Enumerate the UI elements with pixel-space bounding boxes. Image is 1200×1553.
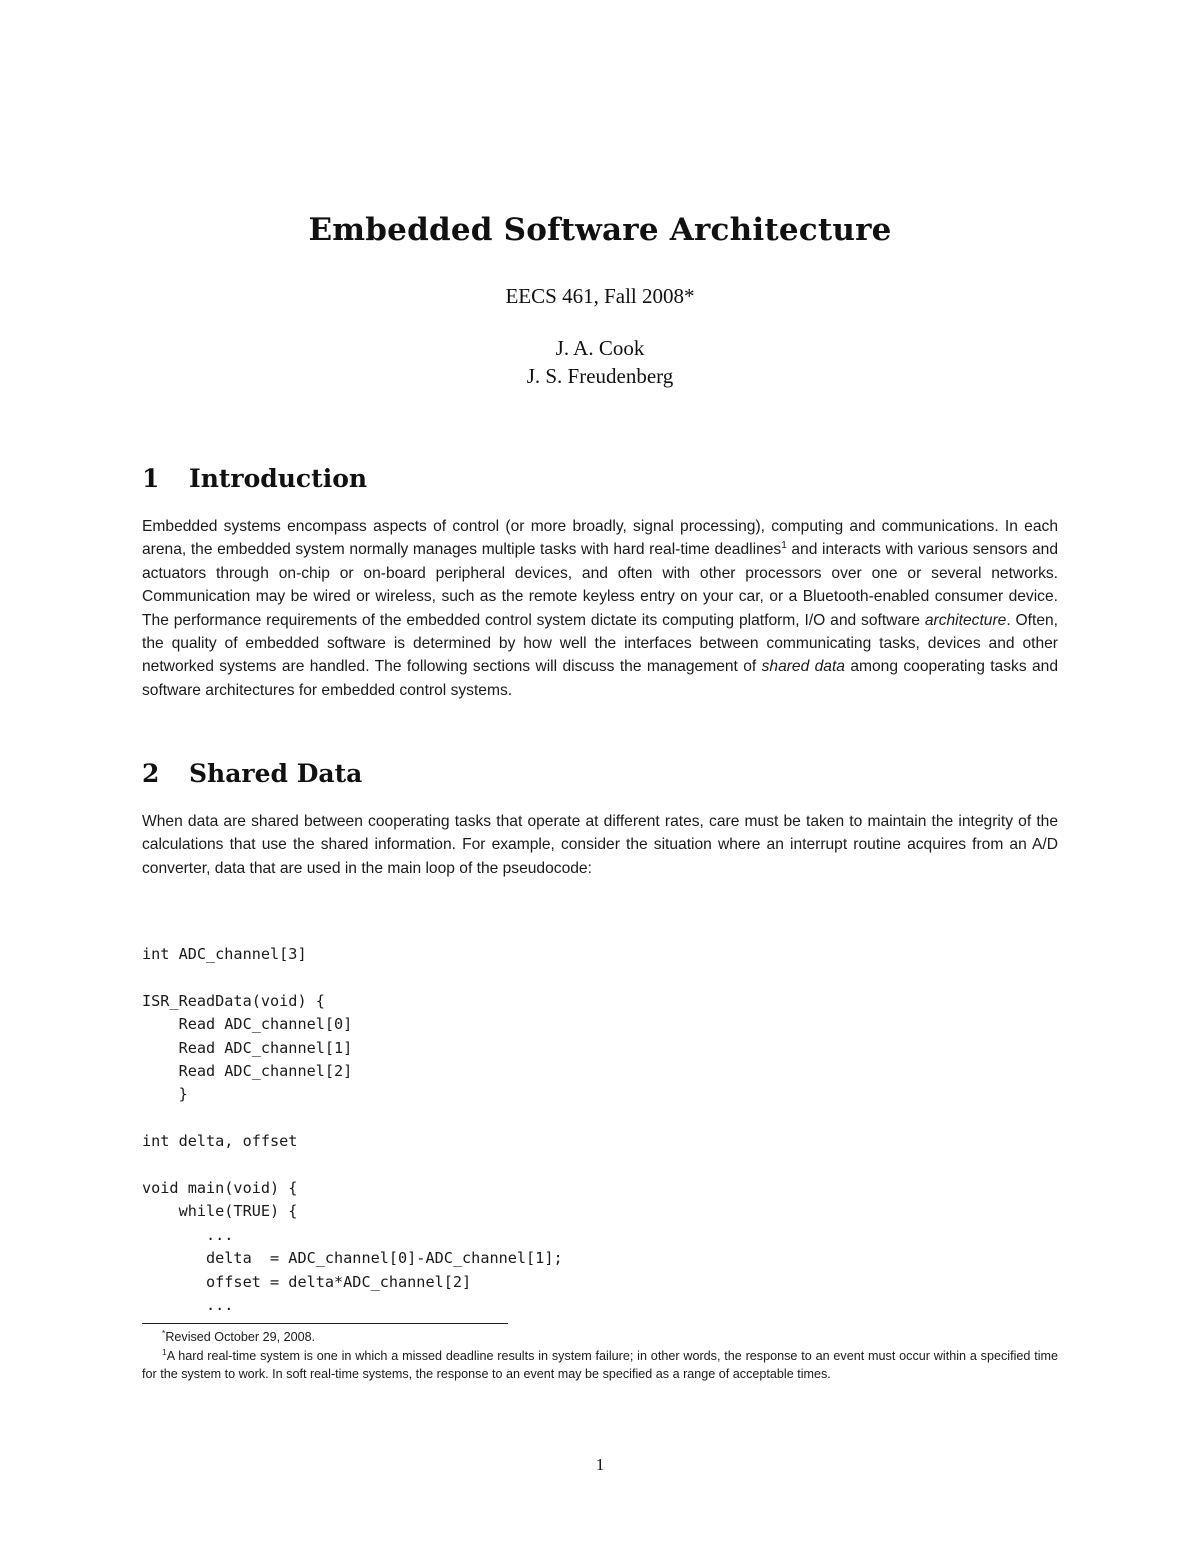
footnote-divider [142,1323,508,1324]
intro-text-part4: among cooperating tasks and software architectures for embedded control systems. [142,658,1058,699]
footnote-hard-real-time [142,1347,1058,1384]
intro-text-part2: and interacts with various sensors and actuators through on-chip or on-board peripheral devices, and often with other processors over one or several networks. Communication may be wired or wireless, such as the remote keyless entry on your car, or a Bluetooth-enabled consumer device. The performance requirements of the embedded control system dictate its computing platform, I/O and software [142,541,1058,629]
document-title: Embedded Software Architecture [308,212,892,248]
introduction-paragraph [142,515,1058,702]
footnotes [142,1328,1058,1384]
footnote-marker: * [162,1327,166,1338]
footnote-revised [142,1328,1058,1347]
page-number: 1 [595,1455,605,1474]
section-heading-introduction [142,464,367,493]
course-info: EECS 461, Fall 2008* [505,284,695,308]
intro-text-part3: . Often, the quality of embedded software is determined by how well the interfaces between communicating tasks, devices and other networked systems are handled. The following sections will discuss the management of [142,611,1058,676]
emphasis-shared-data: shared data [761,658,845,676]
section-title: Introduction [189,464,368,493]
intro-text-part1: Embedded systems encompass aspects of control (or more broadly, signal processing), computing and communications. In each arena, the embedded system normally manages multiple tasks with hard real-time deadlines [142,518,1058,559]
section-heading-shared-data [142,759,362,788]
footnote-marker: 1 [162,1346,167,1357]
section-title: Shared Data [189,759,363,788]
author-freudenberg: J. S. Freudenberg [526,364,674,388]
section-number: 1 [142,464,160,493]
footnote-text: Revised October 29, 2008. [165,1330,316,1344]
author-cook: J. A. Cook [555,336,645,360]
footnote-text: A hard real-time system is one in which a missed deadline results in system failure; in other words, the response to an event must occur within a specified time for the system to work. In soft real-time systems, the response to an event may be specified as a range of acceptable times. [142,1348,1058,1382]
footnote-marker-1: 1 [781,540,787,552]
shared-data-paragraph: When data are shared between cooperating tasks that operate at different rates, care must be taken to maintain the integrity of the calculations that use the shared information. For example, consider the situation where an interrupt routine acquires from an A/D converter, data that are used in the main loop of the pseudocode: [142,813,1058,877]
section-number: 2 [142,759,160,788]
pseudocode-block: int ADC_channel[3] ISR_ReadData(void) { Read ADC_channel[0] Read ADC_channel[1] Read ADC_channel[2] } int delta, offset void main(void) { while(TRUE) { ... delta = ADC_channel[0]-ADC_channel[1]; offset = delta*ADC_channel[2] ... [142,945,563,1315]
emphasis-architecture: architecture [924,611,1007,629]
